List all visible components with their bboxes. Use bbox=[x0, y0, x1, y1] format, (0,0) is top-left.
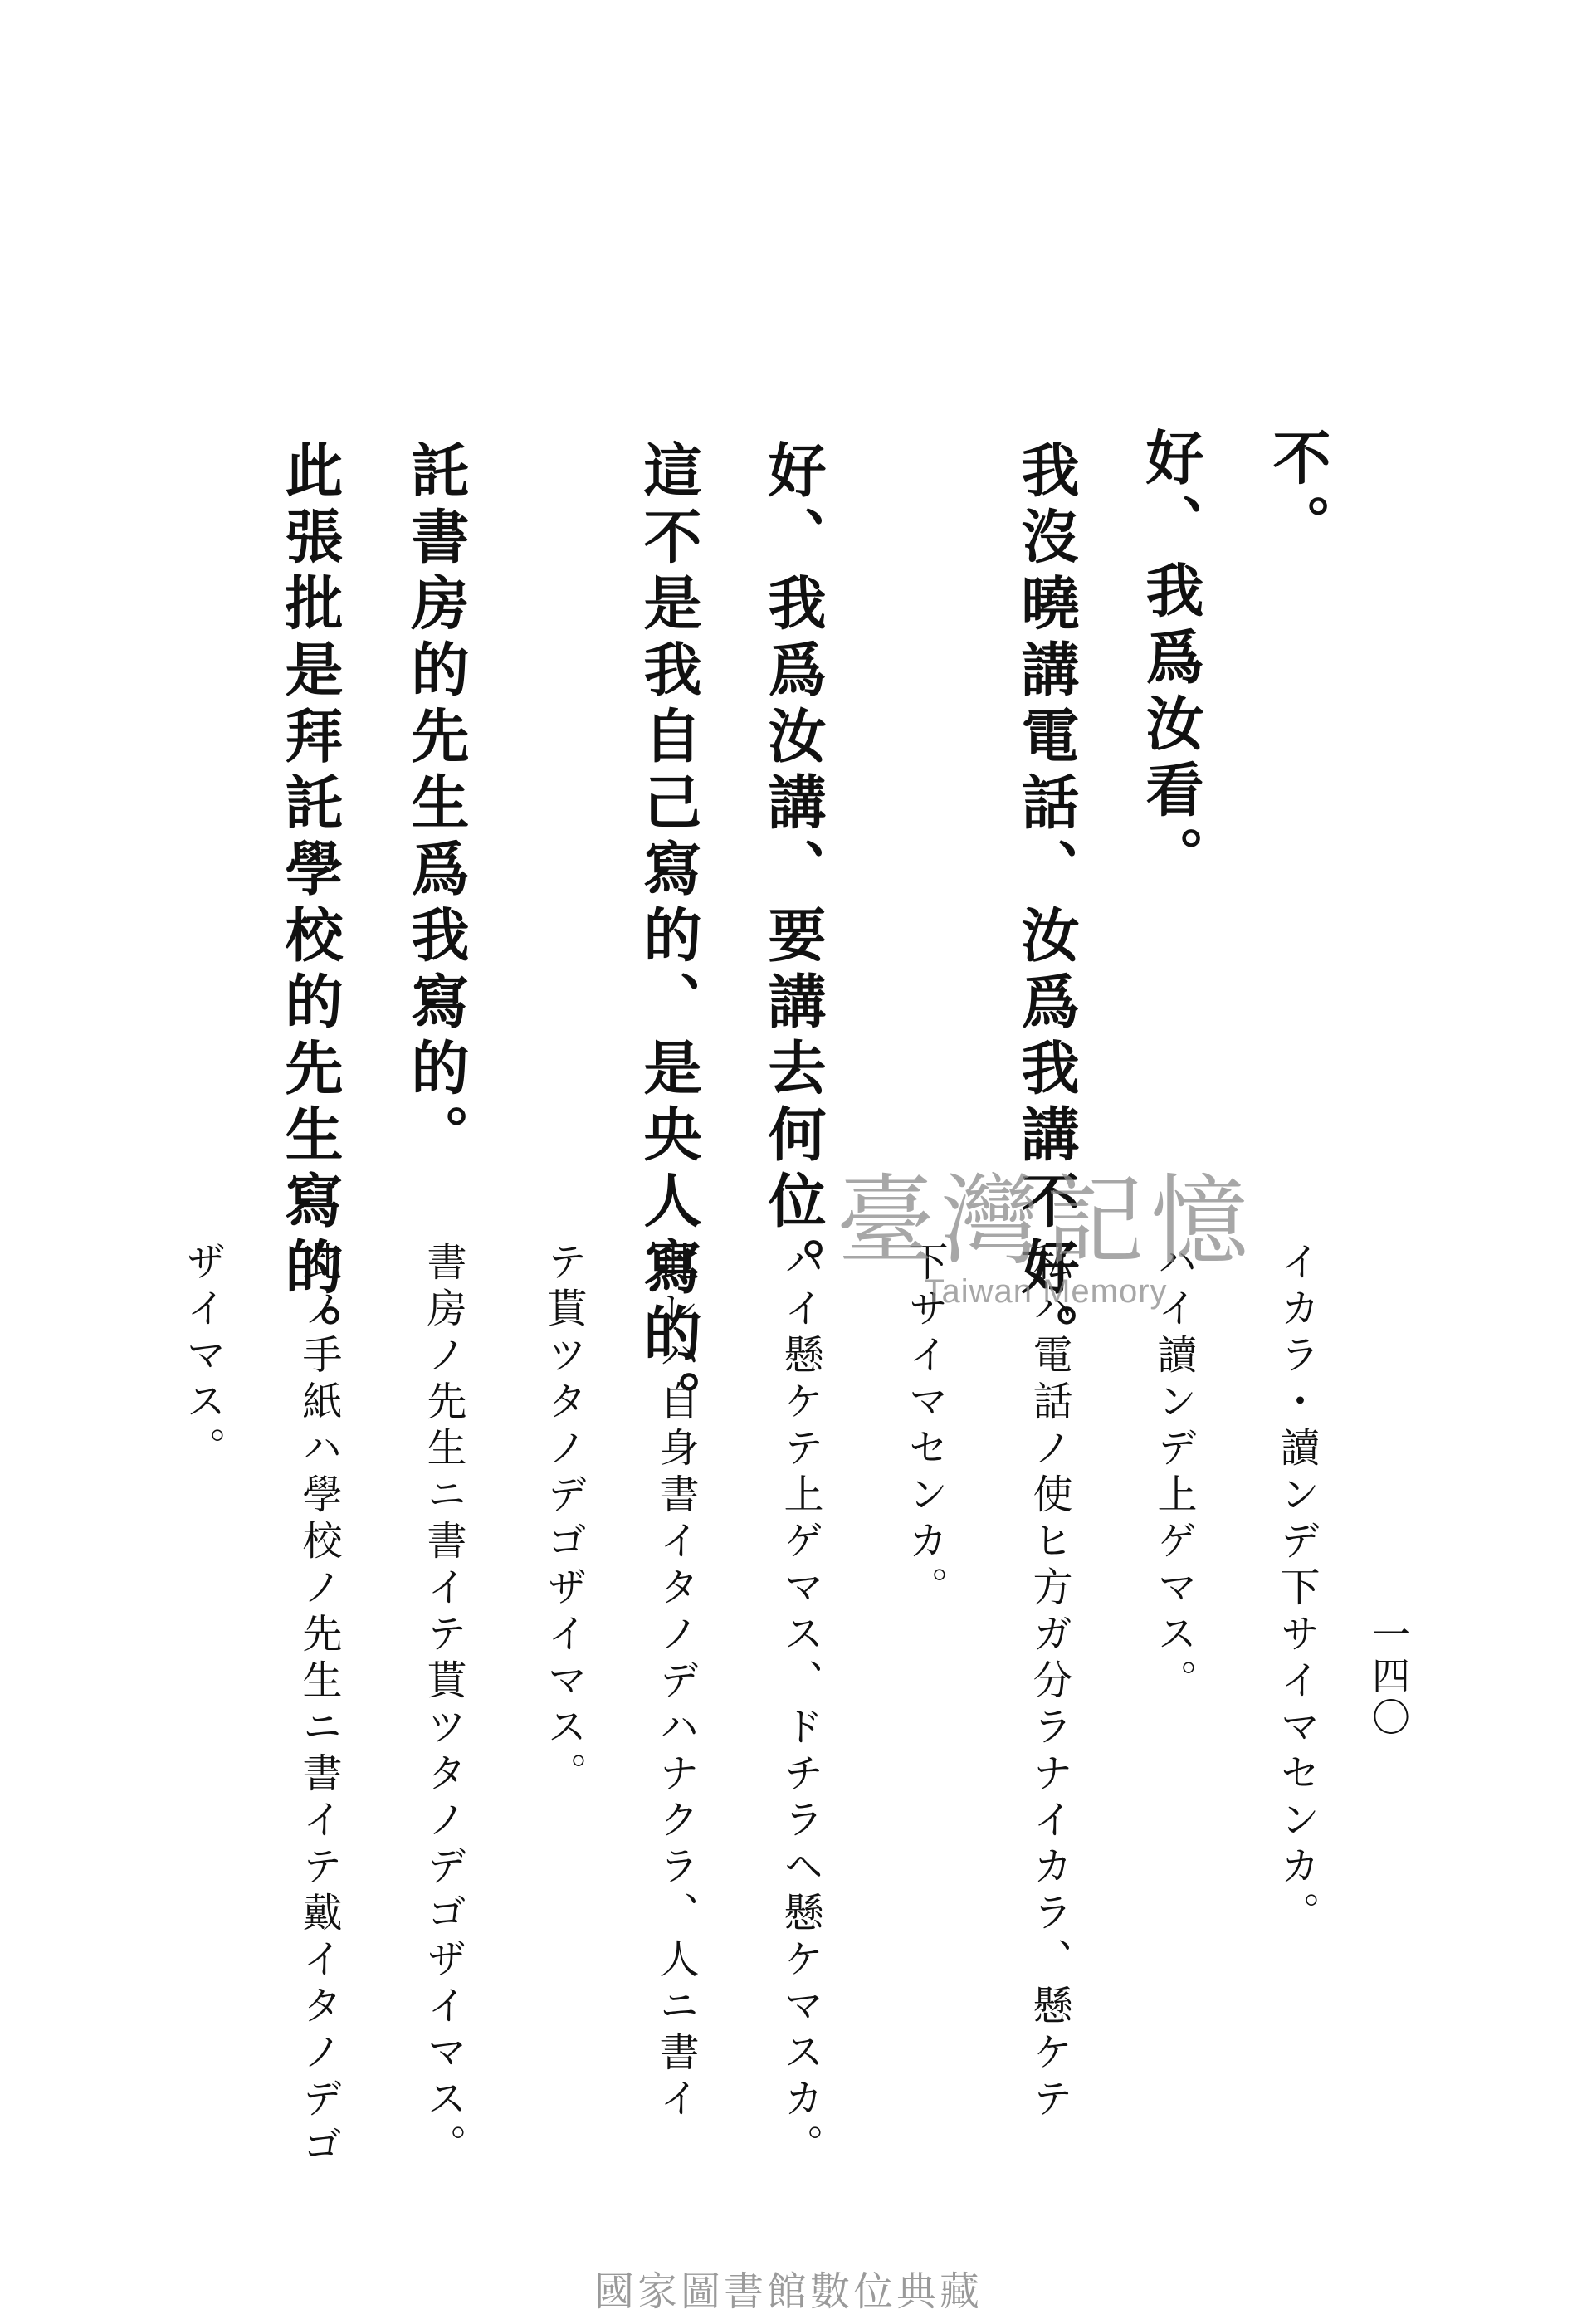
japanese-line-2: ハイ讀ンデ上ゲマス。 bbox=[1150, 1241, 1197, 1706]
taiwanese-line-6: 託書房的先生爲我寫的。 bbox=[402, 440, 471, 1170]
japanese-line-7: テ貰ツタノデゴザイマス。 bbox=[540, 1241, 587, 1799]
japanese-line-3: 私ハ電話ノ使ヒ方ガ分ラナイカラ、懸ケテ bbox=[1026, 1241, 1072, 2124]
taiwanese-line-5: 這不是我自己寫的、是央人寫的。 bbox=[634, 440, 703, 1436]
taiwanese-line-2: 好、我爲汝看。 bbox=[1136, 427, 1205, 892]
taiwanese-line-4: 好、我爲汝講、要講去何位。 bbox=[759, 440, 828, 1303]
japanese-line-9: 此ノ手紙ハ學校ノ先生ニ書イテ戴イタノデゴ bbox=[295, 1241, 342, 2170]
japanese-line-10: ザイマス。 bbox=[179, 1241, 226, 1473]
taiwanese-line-7: 此張批是拜託學校的先生寫的。 bbox=[276, 440, 344, 1370]
library-footer: 國家圖書館數位典藏 bbox=[593, 2268, 983, 2315]
watermark-title: 臺灣記憶 bbox=[836, 1164, 1255, 1278]
taiwanese-line-3: 我沒曉講電話、汝爲我講不好。 bbox=[1012, 440, 1081, 1370]
taiwanese-line-1: 不。 bbox=[1263, 427, 1332, 560]
page-number: 一四〇 bbox=[1366, 1614, 1411, 1739]
japanese-line-4: 下サイマセンカ。 bbox=[901, 1241, 948, 1613]
taiwan-memory-watermark bbox=[797, 1164, 1295, 1311]
japanese-line-8: 書房ノ先生ニ書イテ貰ツタノデゴザイマス。 bbox=[420, 1241, 466, 2170]
japanese-line-1: イカラ・讀ンデ下サイマセンカ。 bbox=[1273, 1241, 1320, 1938]
watermark-subtitle: Taiwan Memory bbox=[924, 1272, 1168, 1310]
japanese-line-5: ハイ懸ケテ上ゲマス、ドチラヘ懸ケマスカ。 bbox=[777, 1241, 823, 2170]
japanese-line-6: 此レハ自身書イタノデハナクラ、人ニ書イ bbox=[652, 1241, 699, 2124]
